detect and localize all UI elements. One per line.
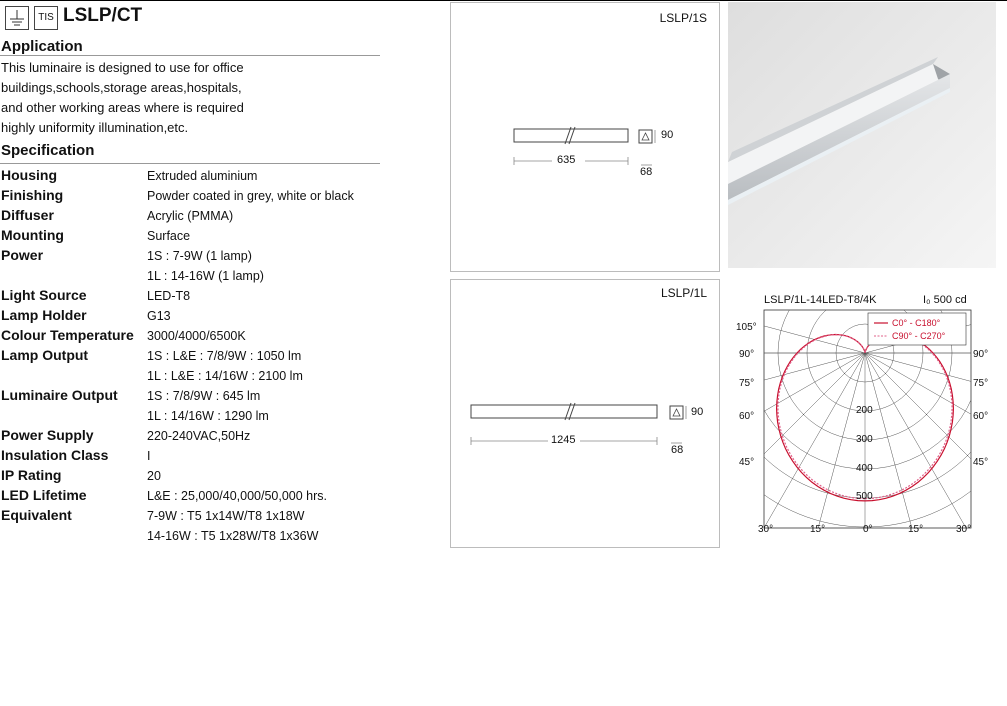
spec-label-ip-rating: IP Rating (1, 467, 62, 483)
spec-value: 14-16W : T5 1x28W/T8 1x36W (147, 529, 319, 543)
spec-label-colour-temperature: Colour Temperature (1, 327, 134, 343)
top-rule (0, 0, 1007, 1)
angle-label-right: 90° (973, 349, 989, 360)
spec-label-light-source: Light Source (1, 287, 87, 303)
application-line: highly uniformity illumination,etc. (1, 120, 189, 135)
drawing-panel-1l (450, 279, 720, 548)
spec-label-mounting: Mounting (1, 227, 64, 243)
specification-rule (0, 163, 380, 164)
luminaire-photo (728, 2, 996, 268)
angle-label-left: 75° (739, 378, 755, 389)
spec-value: LED-T8 (147, 289, 191, 303)
length-dimension: 1245 (551, 434, 576, 446)
spec-value: Extruded aluminium (147, 169, 258, 183)
spec-value: L&E : 25,000/40,000/50,000 hrs. (147, 489, 327, 503)
application-rule (0, 55, 380, 56)
angle-label-left: 105° (736, 322, 757, 333)
bottom-angle-label: 15° (810, 524, 826, 535)
bottom-angle-label: 0° (863, 524, 873, 535)
bottom-angle-label: 30° (758, 524, 774, 535)
application-heading: Application (1, 38, 83, 55)
spec-value: Acrylic (PMMA) (147, 209, 234, 223)
spec-label-power: Power (1, 247, 44, 263)
photometric-diagram (728, 285, 1002, 545)
radial-label: 200 (856, 405, 873, 416)
angle-label-left: 60° (739, 411, 755, 422)
height-dimension: 90 (661, 129, 674, 141)
drawing-panel-1s (450, 2, 720, 272)
spec-value: Surface (147, 229, 191, 243)
spec-label-luminaire-output: Luminaire Output (1, 387, 118, 403)
spec-label-lamp-output: Lamp Output (1, 347, 89, 363)
drawing-model-label: LSLP/1L (660, 286, 707, 300)
dimension-drawing-1l (451, 280, 719, 547)
length-dimension: 635 (557, 154, 576, 166)
application-line: This luminaire is designed to use for office (1, 60, 244, 75)
ground-icon (5, 6, 29, 30)
spec-label-diffuser: Diffuser (1, 207, 54, 223)
spec-value: 1S : 7/8/9W : 645 lm (147, 389, 261, 403)
legend-label-c0: C0° - C180° (892, 318, 941, 328)
radial-label: 500 (856, 491, 873, 502)
width-dimension: 68 (640, 166, 653, 178)
product-code: LSLP/CT (63, 5, 143, 26)
specification-heading: Specification (1, 142, 95, 159)
angle-label-right: 45° (973, 457, 989, 468)
spec-value: 220-240VAC,50Hz (147, 429, 251, 443)
diagram-title: LSLP/1L-14LED-T8/4K (764, 294, 877, 306)
radial-label: 400 (856, 463, 873, 474)
spec-value: 1L : 14-16W (1 lamp) (147, 269, 264, 283)
spec-value: Powder coated in grey, white or black (147, 189, 354, 203)
dimension-drawing-1s (451, 3, 719, 271)
spec-value: 1S : 7-9W (1 lamp) (147, 249, 252, 263)
width-dimension: 68 (671, 444, 684, 456)
height-dimension: 90 (691, 406, 704, 418)
spec-value: 3000/4000/6500K (147, 329, 246, 343)
spec-label-led-lifetime: LED Lifetime (1, 487, 87, 503)
radial-label: 300 (856, 434, 873, 445)
spec-value: 1L : L&E : 14/16W : 2100 lm (147, 369, 303, 383)
spec-label-equivalent: Equivalent (1, 507, 72, 523)
spec-value: 7-9W : T5 1x14W/T8 1x18W (147, 509, 305, 523)
bottom-angle-label: 30° (956, 524, 972, 535)
angle-label-left: 45° (739, 457, 755, 468)
spec-label-finishing: Finishing (1, 187, 64, 203)
spec-label-housing: Housing (1, 167, 57, 183)
tis-icon: TIS (34, 6, 58, 30)
application-line: and other working areas where is required (1, 100, 244, 115)
spec-value: I (147, 449, 151, 463)
legend-label-c90: C90° - C270° (892, 331, 946, 341)
spec-label-insulation-class: Insulation Class (1, 447, 109, 463)
angle-label-right: 75° (973, 378, 989, 389)
spec-value: 1S : L&E : 7/8/9W : 1050 lm (147, 349, 302, 363)
angle-label-left: 90° (739, 349, 755, 360)
spec-value: 1L : 14/16W : 1290 lm (147, 409, 269, 423)
spec-value: 20 (147, 469, 161, 483)
spec-value: G13 (147, 309, 171, 323)
angle-label-right: 60° (973, 411, 989, 422)
application-line: buildings,schools,storage areas,hospitals, (1, 80, 242, 95)
bottom-angle-label: 15° (908, 524, 924, 535)
spec-label-lamp-holder: Lamp Holder (1, 307, 87, 323)
spec-label-power-supply: Power Supply (1, 427, 94, 443)
scale-label: I₀ 500 cd (923, 294, 967, 306)
drawing-model-label: LSLP/1S (659, 11, 707, 25)
